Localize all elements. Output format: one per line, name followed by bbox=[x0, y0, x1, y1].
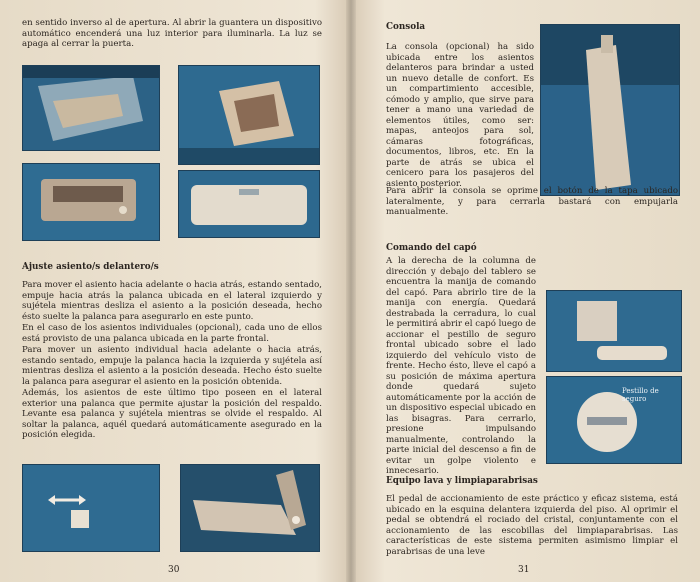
seat-lever-photo bbox=[22, 464, 160, 552]
glovebox-interior-photo bbox=[22, 163, 160, 241]
seat-adjust-text bbox=[22, 280, 322, 442]
seat-recline-photo bbox=[180, 464, 320, 552]
seat-adjust-paragraph-3: Para mover un asiento individual hacia adelante o hacia atrás, estando sentado, empuje la palanca hacia la izquierda y sujétela así mientras desliza el asiento a la posición deseada. Hecho ésto suelte la palanca para asegurar el asiento en la posición obtenida. bbox=[22, 345, 322, 387]
page-number-right: 31 bbox=[518, 565, 530, 575]
wiper-heading: Equipo lava y limpiaparabrisas bbox=[386, 476, 538, 486]
capo-text: A la derecha de la columna de dirección y debajo del tablero se encuentra la manija de comando del capó. Para abrirlo tire de la manija con energía. Quedará destrabada la cerradura, lo cual le permitirá abrir el capó luego de accionar el pestillo de seguro frontal ubicado sobre el lado izquierdo del vehículo visto de frente. Hecho ésto, lleve el capó a su posición de máxima apertura donde quedará sujeto automáticamente por la acción de un dispositivo especial ubicado en las bisagras. Para cerrarlo, presione impulsando manualmente, controlando la parte inicial del descenso a fin de evitar un golpe violento e innecesario. bbox=[386, 256, 536, 476]
console-photo bbox=[540, 24, 680, 196]
capo-heading: Comando del capó bbox=[386, 243, 477, 253]
seat-adjust-paragraph-4: Además, los asientos de este último tipo poseen en el lateral exterior una palanca que permite ajustar la posición del respaldo. Levante esa palanca y sujétela mientras se olvide el respaldo. Al soltar la palanca, aquél quedará automáticamente asegurado en la posición elegida. bbox=[22, 388, 322, 440]
left-intro-text: en sentido inverso al de apertura. Al abrir la guantera un dispositivo automático encenderá una luz interior para iluminarla. La luz se apaga al cerrar la puerta. bbox=[22, 18, 322, 49]
seat-adjust-paragraph-2: En el caso de los asientos individuales (opcional), cada uno de ellos está provisto de una palanca ubicada en la parte frontal. bbox=[22, 323, 322, 344]
consola-text: La consola (opcional) ha sido ubicada entre los asientos delanteros para brindar a usted un nuevo detalle de confort. Es un compartimiento accesible, cómodo y amplio, que sirve para tener a mano una variedad de elementos útiles, como ser: mapas, anteojos para sol, cámaras fotográficas, documentos, libros, etc. En la parte de atrás se ubica el cenicero para los pasajeros del asiento posterior. bbox=[386, 42, 534, 189]
glovebox-detail-photo bbox=[178, 65, 320, 165]
glovebox-open-photo bbox=[22, 65, 160, 151]
seat-adjust-paragraph-1: Para mover el asiento hacia adelante o hacia atrás, estando sentado, empuje hacia atrás la palanca ubicada en el lateral izquierdo y sujétela mientras desliza el asiento a la posición deseada, hecho ésto suelte la palanca para asegurarlo en este punto. bbox=[22, 280, 322, 322]
page-number-left: 30 bbox=[168, 565, 180, 575]
hood-latch-caption: Pestillo de seguro bbox=[622, 387, 659, 403]
consola-heading: Consola bbox=[386, 22, 426, 32]
hood-latch-photo bbox=[546, 376, 682, 464]
book-gutter bbox=[346, 0, 356, 582]
seat-adjust-heading: Ajuste asiento/s delantero/s bbox=[22, 262, 159, 272]
wiper-text: El pedal de accionamiento de este práctico y eficaz sistema, está ubicado en la esquina delantera izquierda del piso. Al oprimir el pedal se obtendrá el rociado del cristal, conjuntamente con el accionamiento de las escobillas del limpiaparabrisas. Las características de este sistema permiten asimismo limpiar el parabrisas de una leve bbox=[386, 494, 678, 557]
glovebox-closed-photo bbox=[178, 170, 320, 238]
hood-handle-photo bbox=[546, 290, 682, 372]
consola-text-2: Para abrir la consola se oprime el botón de la tapa ubicado lateralmente, y para cerrarla bastará con empujarla manualmente. bbox=[386, 186, 678, 217]
